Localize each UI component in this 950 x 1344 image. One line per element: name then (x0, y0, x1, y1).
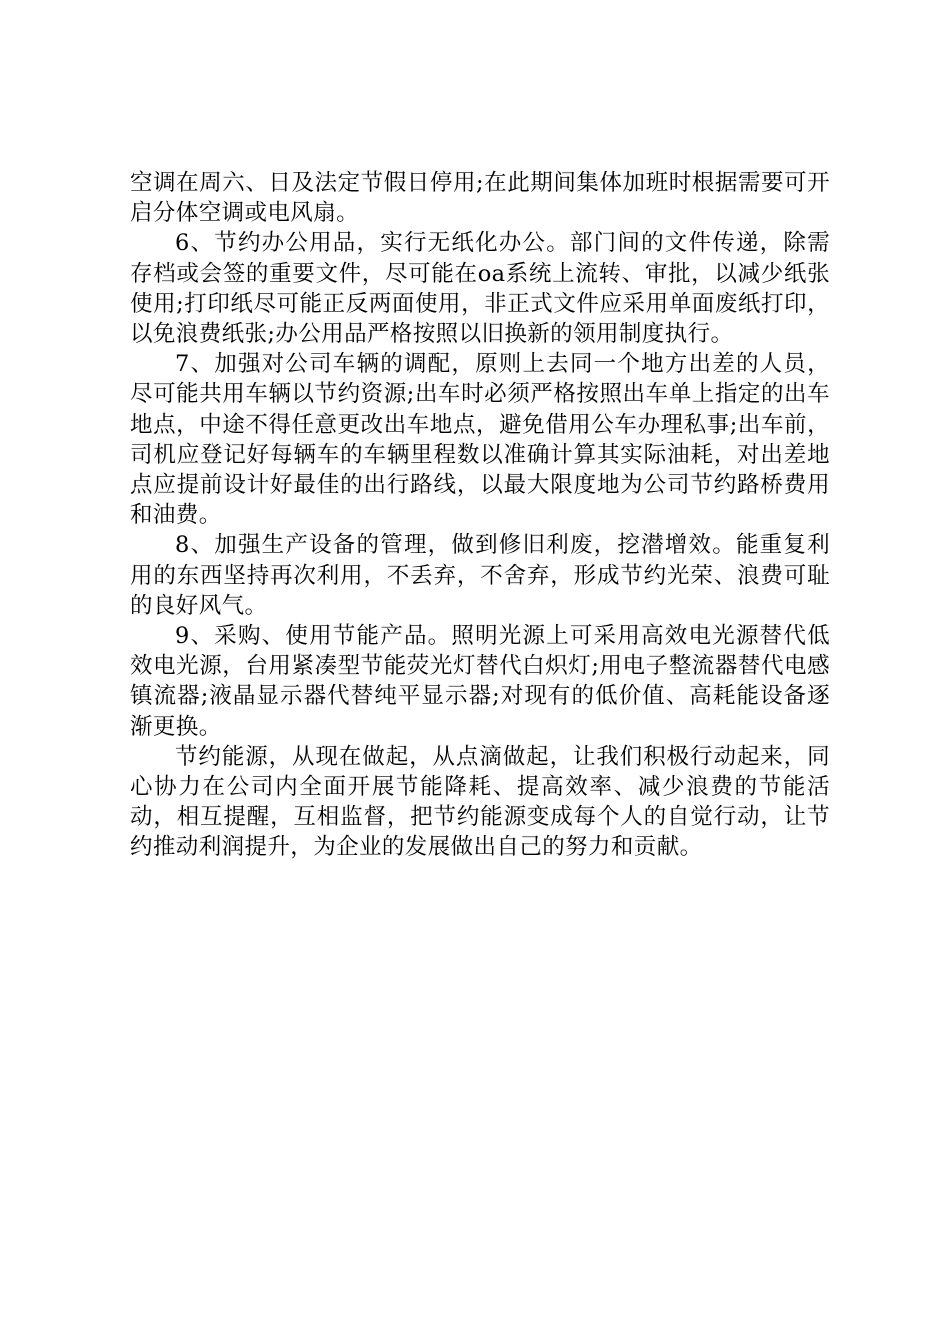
paragraph-closing: 节约能源，从现在做起，从点滴做起，让我们积极行动起来，同心协力在公司内全面开展节能降耗、提高效率、减少浪费的节能活动，相互提醒，互相监督，把节约能源变成每个人的自觉行动，让节约推动利润提升，为企业的发展做出自己的努力和贡献。 (130, 743, 830, 861)
paragraph-item-9: 9、采购、使用节能产品。照明光源上可采用高效电光源替代低效电光源，台用紧凑型节能荧光灯替代白炽灯;用电子整流器替代电感镇流器;液晶显示器代替纯平显示器;对现有的低价值、高耗能设备逐渐更换。 (130, 623, 830, 740)
paragraph-item-7: 7、加强对公司车辆的调配，原则上去同一个地方出差的人员，尽可能共用车辆以节约资源;出车时必须严格按照出车单上指定的出车地点，中途不得任意更改出车地点，避免借用公车办理私事;出车前，司机应登记好每辆车的车辆里程数以准确计算其实际油耗，对出差地点应提前设计好最佳的出行路线，以最大限度地为公司节约路桥费用和油费。 (130, 351, 830, 529)
paragraph-item-8: 8、加强生产设备的管理，做到修旧利废，挖潜增效。能重复利用的东西坚持再次利用，不丢弃，不舍弃，形成节约光荣、浪费可耻的良好风气。 (130, 532, 830, 619)
paragraph-item-6: 6、节约办公用品，实行无纸化办公。部门间的文件传递，除需存档或会签的重要文件，尽可能在oa系统上流转、审批，以减少纸张使用;打印纸尽可能正反两面使用，非正式文件应采用单面废纸打印，以免浪费纸张;办公用品严格按照以旧换新的领用制度执行。 (130, 230, 830, 348)
paragraph-continuation: 空调在周六、日及法定节假日停用;在此期间集体加班时根据需要可开启分体空调或电风扇。 (130, 170, 830, 227)
document-body (130, 168, 830, 863)
